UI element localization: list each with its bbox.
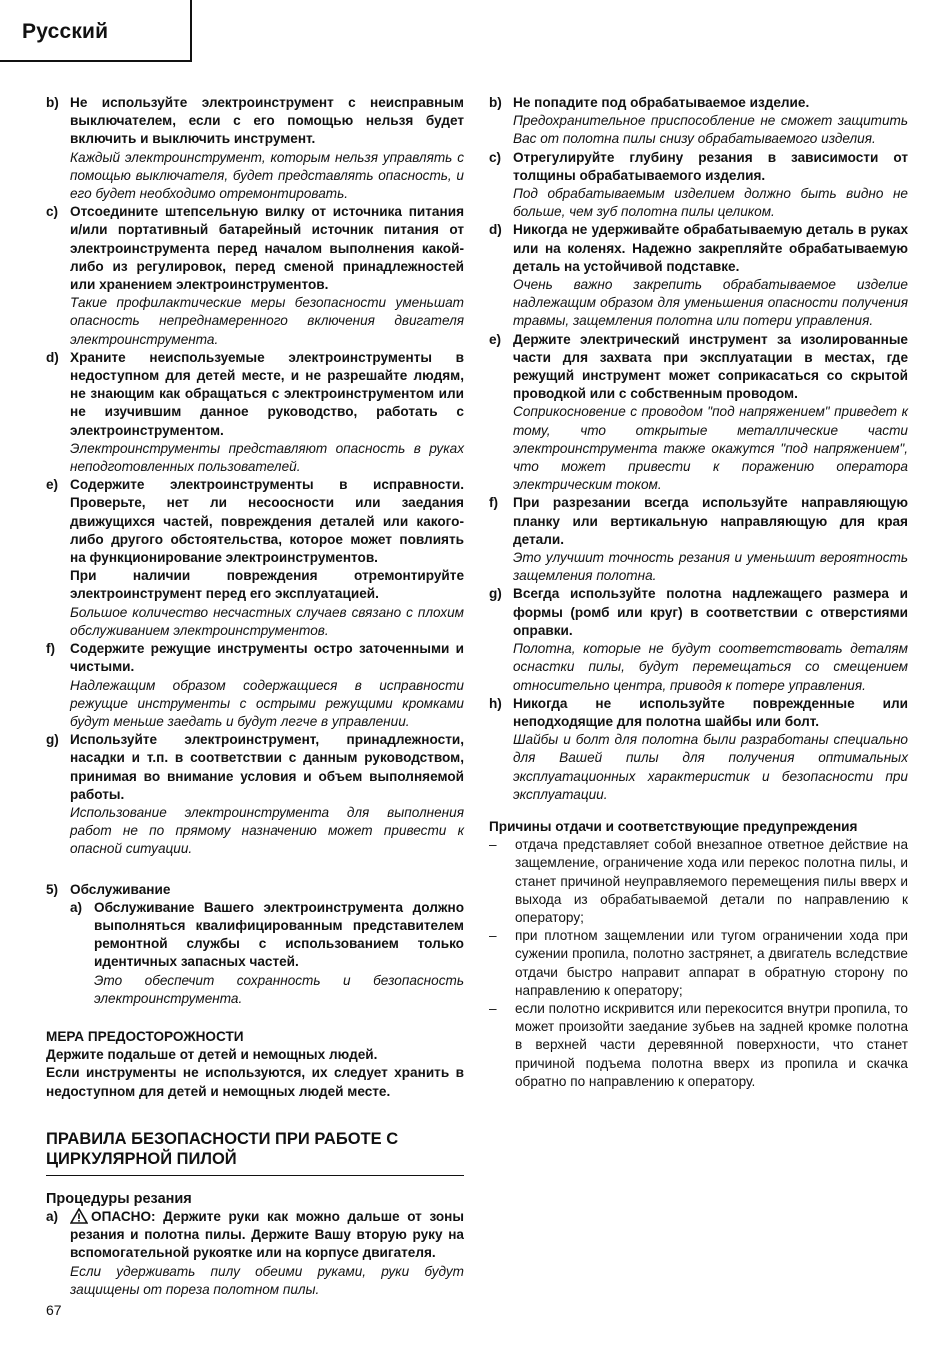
service-section [46, 881, 464, 899]
language-tab [0, 0, 192, 62]
list-item [489, 1000, 908, 1091]
item-explanation: Шайбы и болт для полотна были разработаны специально для Вашей пилы для получения оптимальных эксплуатационных характеристик и безопасности при эксплуатации. [513, 732, 908, 802]
procedures-heading: Процедуры резания [46, 1190, 192, 1207]
language-label: Русский [22, 20, 109, 43]
list-item [46, 640, 464, 731]
page-number: 67 [46, 1302, 62, 1318]
section-title: Обслуживание [70, 881, 171, 897]
item-marker: f) [46, 641, 56, 657]
item-marker: d) [46, 349, 59, 365]
danger-item [46, 1208, 464, 1299]
item-marker: g) [46, 732, 59, 748]
list-item [46, 899, 464, 1008]
list-item [46, 203, 464, 349]
item-marker: f) [489, 495, 499, 511]
item-instruction: Содержите электроинструменты в исправности. Проверьте, нет ли несоосности или заедания движущихся частей, повреждения деталей или какого-либо другого обстоятельства, которое может повлиять на функционирование электроинструментов. [70, 477, 464, 566]
item-instruction: Держите электрический инструмент за изолированные части для захвата при эксплуатации в местах, где режущий инструмент может соприкасаться со скрытой проводкой или с собственным проводом. [513, 331, 908, 402]
item-instruction: Отрегулируйте глубину резания в зависимости от толщины обрабатываемого изделия. [513, 149, 908, 183]
dash-marker: – [489, 1000, 497, 1016]
list-item [489, 494, 908, 585]
item-marker: b) [489, 95, 502, 110]
kickback-text: если полотно искривится или перекосится внутри пропила, то может произойти заедание зубьев на задней кромке полотна в верхней части деревянной поверхности, что станет причиной подъема полотна вверх из пропила и скачка обратно по направлению к оператору. [515, 1000, 908, 1089]
item-explanation: Под обрабатываемым изделием должно быть видно не больше, чем зуб полотна пилы целиком. [513, 186, 908, 220]
list-item [489, 149, 908, 222]
list-item [46, 94, 464, 203]
list-item [489, 221, 908, 330]
item-marker: c) [46, 204, 59, 220]
item-explanation: Каждый электроинструмент, которым нельзя управлять с помощью выключателя, будет представлять опасность, и его будет необходимо отремонтировать. [70, 149, 464, 202]
item-marker: e) [489, 331, 502, 347]
item-explanation: Это улучшит точность резания и уменьшит вероятность защемления полотна. [513, 550, 908, 584]
item-marker: h) [489, 695, 502, 711]
warning-icon [70, 1208, 88, 1224]
item-marker: c) [489, 149, 502, 165]
item-marker: e) [46, 477, 59, 493]
list-item [46, 476, 464, 640]
item-instruction: Обслуживание Вашего электроинструмента должно выполняться квалифицированным представителем ремонтной службы с использованием только идентичных запасных частей. [94, 899, 464, 970]
item-explanation: Очень важно закрепить обрабатываемое изделие надлежащим образом для уменьшения опасности получения травмы, защемления полотна или потери управления. [513, 277, 908, 329]
item-instruction: Храните неиспользуемые электроинструменты в недоступном для детей месте, и не разрешайте людям, не знающим как обращаться с электроинструментом или не изучившим данное руководство, работать с электроинструментом. [70, 349, 464, 438]
precaution-title: МЕРА ПРЕДОСТОРОЖНОСТИ [46, 1028, 244, 1044]
item-instruction: Всегда используйте полотна надлежащего размера и формы (ромб или круг) в соответствии с отверстиями оправки. [513, 586, 908, 638]
item-marker: d) [489, 222, 502, 238]
item-explanation: Электроинструменты представляют опасность в руках неподготовленных пользователей. [70, 440, 464, 475]
list-item [46, 731, 464, 858]
item-explanation: Если удерживать пилу обеими руками, руки будут защищены от пореза полотном пилы. [70, 1263, 464, 1297]
danger-instruction: ОПАСНО: Держите руки как можно дальше от зоны резания и полотна пилы. Держите Вашу вторую руку на вспомогательной рукоятке или на корпусе двигателя. [70, 1208, 464, 1261]
item-explanation: Соприкосновение с проводом "под напряжением" приведет к тому, что открытые металлические части электроинструмента также окажутся "под напряжением", что может привести к поражению оператора электрическим током. [513, 404, 908, 493]
item-instruction: Никогда не удерживайте обрабатываемую деталь в руках или на коленях. Надежно закрепляйте обрабатываемую деталь на устойчивой подставке. [513, 222, 908, 274]
item-explanation: Такие профилактические меры безопасности уменьшат опасность непреднамеренного включения двигателя электроинструмента. [70, 295, 464, 347]
section-number: 5) [46, 881, 59, 897]
item-instruction: Никогда не используйте поврежденные или неподходящие для полотна шайбы или болт. [513, 695, 908, 729]
dash-marker: – [489, 837, 497, 853]
item-instruction: Используйте электроинструмент, принадлежности, насадки и т.п. в соответствии с данным руководством, принимая во внимание условия и объем выполняемой работы. [70, 732, 464, 802]
item-explanation: Большое количество несчастных случаев связано с плохим обслуживанием электроинструментов. [70, 604, 464, 638]
list-item [489, 927, 908, 1000]
item-instruction: Не используйте электроинструмент с неисправным выключателем, если с его помощью нельзя будет включить и выключить инструмент. [70, 95, 464, 147]
precaution-line: Держите подальше от детей и немощных людей. [46, 1047, 378, 1063]
list-item [489, 836, 908, 927]
list-item [489, 585, 908, 694]
item-explanation: Полотна, которые не будут соответствовать деталям оснастки пилы, будут перемещаться со смещением относительно центра, приводя к потере управления. [513, 641, 908, 693]
list-item [46, 349, 464, 476]
precaution-line: Если инструменты не используются, их следует хранить в недоступном для детей и немощных людей месте. [46, 1065, 464, 1099]
item-instruction: Содержите режущие инструменты остро заточенными и чистыми. [70, 641, 464, 675]
left-column [46, 94, 464, 1299]
item-marker: a) [70, 899, 83, 915]
kickback-text: отдача представляет собой внезапное ответное действие на защемление, ограничение хода или перекос полотна пилы, и станет причиной неуправляемого перемещения пилы вверх и выхода из обрабатываемой детали по направлению к оператору; [515, 837, 908, 925]
safety-rules-heading: ПРАВИЛА БЕЗОПАСНОСТИ ПРИ РАБОТЕ С ЦИРКУЛЯРНОЙ ПИЛОЙ [46, 1129, 464, 1176]
list-item [489, 695, 908, 804]
item-explanation: Это обеспечит сохранность и безопасность электроинструмента. [94, 972, 464, 1006]
dash-marker: – [489, 928, 497, 944]
right-column [489, 94, 908, 1091]
item-instruction-extra: При наличии повреждения отремонтируйте электроинструмент перед его эксплуатацией. [70, 568, 464, 602]
item-explanation: Надлежащим образом содержащиеся в исправности режущие инструменты с острыми режущими кромками будут меньше заедать и будут легче в управлении. [70, 677, 464, 729]
item-marker: b) [46, 95, 59, 110]
item-marker: g) [489, 586, 502, 602]
list-item [489, 331, 908, 495]
kickback-heading: Причины отдачи и соответствующие предупреждения [489, 818, 858, 834]
item-instruction: При разрезании всегда используйте направляющую планку или вертикальную направляющую для края детали. [513, 495, 908, 547]
item-instruction: Отсоедините штепсельную вилку от источника питания и/или портативный батарейный источник питания от электроинструмента перед началом выполнения какой-либо из регулировок, перед сменой принадлежностей или хранением электроинструментов. [70, 204, 464, 293]
item-explanation: Использование электроинструмента для выполнения работ не по прямому назначению может привести к опасной ситуации. [70, 804, 464, 857]
item-instruction: Не попадите под обрабатываемое изделие. [513, 95, 810, 110]
item-explanation: Предохранительное приспособление не сможет защитить Вас от полотна пилы снизу обрабатываемого изделия. [513, 113, 908, 147]
item-marker: a) [46, 1208, 59, 1224]
kickback-text: при плотном защемлении или тугом ограничении хода при сужении пропила, полотно застрянет, а двигатель вследствие отдачи быстро направит аппарат в обратную сторону по направлению к оператору; [515, 928, 908, 998]
list-item [489, 94, 908, 149]
